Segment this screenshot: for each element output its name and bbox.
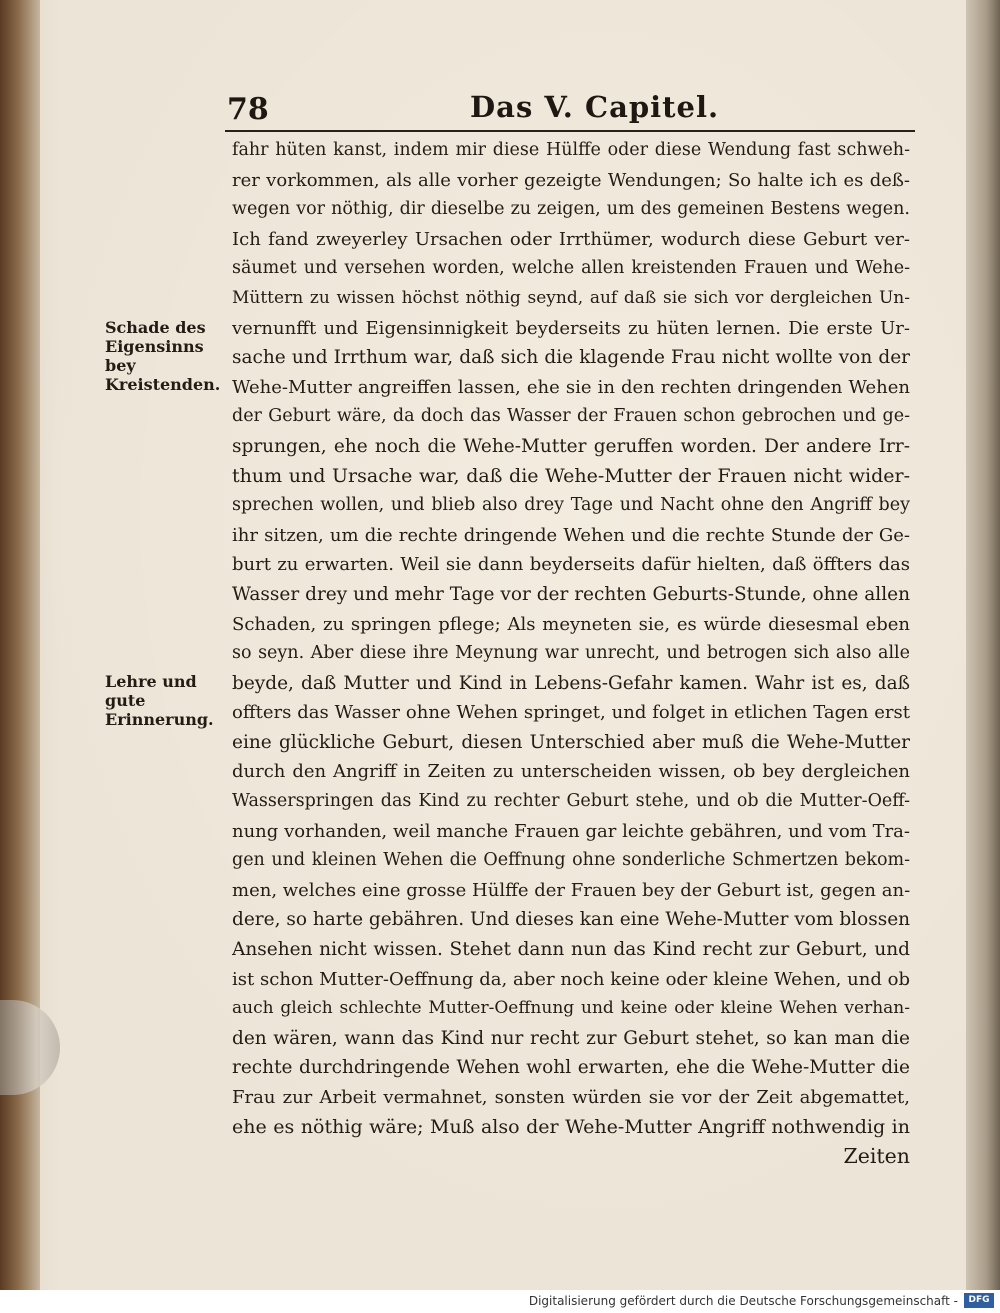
text-line: Wehe-Mutter angreiffen lassen, ehe sie in den rechten dringenden Wehen bbox=[232, 376, 910, 398]
dfg-logo-icon: DFG bbox=[964, 1293, 994, 1308]
text-line: beyde, daß Mutter und Kind in Lebens-Gefahr kamen. Wahr ist es, daß bbox=[232, 672, 910, 694]
text-line: auch gleich schlechte Mutter-Oeffnung und keine oder kleine Wehen verhan- bbox=[232, 998, 910, 1019]
text-line: ehe es nöthig wäre; Muß also der Wehe-Mutter Angriff nothwendig in bbox=[232, 1115, 910, 1138]
text-line: Wasser drey und mehr Tage vor der rechten Geburts-Stunde, ohne allen bbox=[232, 583, 910, 605]
digitization-credit: Digitalisierung gefördert durch die Deutsche Forschungsgemeinschaft - bbox=[528, 1294, 958, 1308]
text-line: ihr sitzen, um die rechte dringende Wehen und die rechte Stunde der Ge- bbox=[232, 524, 910, 546]
text-line: der Geburt wäre, da doch das Wasser der Frauen schon gebrochen und ge- bbox=[232, 406, 910, 427]
text-line: sprechen wollen, und blieb also drey Tage und Nacht ohne den Angriff bey bbox=[232, 495, 910, 516]
page-number: 78 bbox=[227, 92, 269, 127]
text-line: Schaden, zu springen pflege; Als meyneten sie, es würde diesesmal eben bbox=[232, 613, 910, 635]
text-line: eine glückliche Geburt, diesen Unterschied aber muß die Wehe-Mutter bbox=[232, 731, 910, 753]
text-line: so seyn. Aber diese ihre Meynung war unrecht, und betrogen sich also alle bbox=[232, 643, 910, 664]
footer-bar bbox=[0, 1290, 1000, 1313]
body-text bbox=[232, 136, 910, 1172]
page-edge bbox=[966, 0, 1000, 1290]
text-line: durch den Angriff in Zeiten zu unterscheiden wissen, ob bey dergleichen bbox=[232, 761, 910, 783]
text-line: thum und Ursache war, daß die Wehe-Mutter der Frauen nicht wider- bbox=[232, 464, 910, 487]
text-line: gen und kleinen Wehen die Oeffnung ohne sonderliche Schmertzen bekom- bbox=[232, 850, 910, 871]
page-clasp bbox=[0, 1000, 60, 1095]
text-line: wegen vor nöthig, dir dieselbe zu zeigen, um des gemeinen Bestens wegen. bbox=[232, 199, 910, 220]
text-line: den wären, wann das Kind nur recht zur Geburt stehet, so kan man die bbox=[232, 1027, 910, 1049]
marginal-note: Lehre und gute Erinnerung. bbox=[105, 672, 214, 729]
page-header bbox=[225, 90, 915, 132]
chapter-title: Das V. Capitel. bbox=[470, 90, 720, 124]
text-line: ist schon Mutter-Oeffnung da, aber noch keine oder kleine Wehen, und ob bbox=[232, 968, 910, 990]
text-line: Ich fand zweyerley Ursachen oder Irrthümer, wodurch diese Geburt ver- bbox=[232, 228, 910, 250]
text-line: vernunfft und Eigensinnigkeit beyderseits zu hüten lernen. Die erste Ur- bbox=[232, 317, 910, 339]
text-line: rechte durchdringende Wehen wohl erwarten, ehe die Wehe-Mutter die bbox=[232, 1057, 910, 1079]
text-line: burt zu erwarten. Weil sie dann beyderseits dafür hielten, daß öffters das bbox=[232, 554, 910, 576]
text-line: dere, so harte gebähren. Und dieses kan eine Wehe-Mutter vom blossen bbox=[232, 909, 910, 931]
text-line: fahr hüten kanst, indem mir diese Hülffe oder diese Wendung fast schweh- bbox=[232, 140, 910, 160]
text-line: Frau zur Arbeit vermahnet, sonsten würden sie vor der Zeit abgemattet, bbox=[232, 1087, 910, 1108]
text-line: sprungen, ehe noch die Wehe-Mutter geruffen worden. Der andere Irr- bbox=[232, 435, 910, 457]
marginal-note: Schade des Eigensinns bey Kreistenden. bbox=[105, 318, 221, 394]
text-line: rer vorkommen, als alle vorher gezeigte Wendungen; So halte ich es deß- bbox=[232, 169, 910, 191]
text-line: men, welches eine grosse Hülffe der Frauen bey der Geburt ist, gegen an- bbox=[232, 879, 910, 901]
catchword: Zeiten bbox=[843, 1144, 910, 1169]
text-line: offters das Wasser ohne Wehen springet, und folget in etlichen Tagen erst bbox=[232, 702, 910, 724]
text-line: säumet und versehen worden, welche allen kreistenden Frauen und Wehe- bbox=[232, 258, 910, 279]
text-line: nung vorhanden, weil manche Frauen gar leichte gebähren, und vom Tra- bbox=[232, 820, 910, 842]
book-gutter bbox=[0, 0, 40, 1290]
text-line: sache und Irrthum war, daß sich die klagende Frau nicht wollte von der bbox=[232, 347, 910, 369]
text-line: Müttern zu wissen höchst nöthig seynd, auf daß sie sich vor dergleichen Un- bbox=[232, 287, 910, 308]
text-line: Ansehen nicht wissen. Stehet dann nun das Kind recht zur Geburt, und bbox=[232, 939, 910, 961]
text-line: Wasserspringen das Kind zu rechter Geburt stehe, und ob die Mutter-Oeff- bbox=[232, 791, 910, 812]
